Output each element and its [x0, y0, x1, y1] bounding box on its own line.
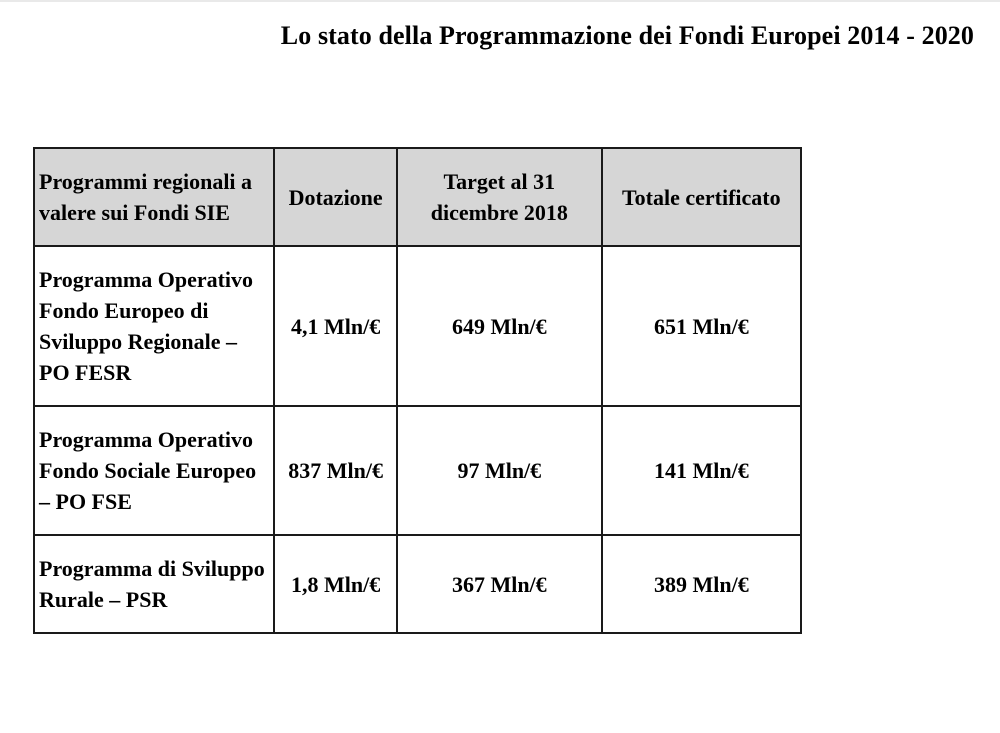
funds-table	[33, 147, 802, 634]
header-programs: Programmi regionali a valere sui Fondi SIE	[34, 148, 274, 246]
program-name: Programma Operativo Fondo Sociale Europeo – PO FSE	[34, 406, 274, 535]
header-allocation: Dotazione	[274, 148, 397, 246]
table-row	[34, 246, 801, 406]
allocation-cell: 1,8 Mln/€	[274, 535, 397, 633]
header-certified: Totale certificato	[602, 148, 801, 246]
table-row	[34, 406, 801, 535]
target-cell: 367 Mln/€	[397, 535, 602, 633]
table-header-row	[34, 148, 801, 246]
program-name: Programma di Sviluppo Rurale – PSR	[34, 535, 274, 633]
target-cell: 97 Mln/€	[397, 406, 602, 535]
certified-cell: 389 Mln/€	[602, 535, 801, 633]
allocation-cell: 837 Mln/€	[274, 406, 397, 535]
table-row	[34, 535, 801, 633]
certified-cell: 651 Mln/€	[602, 246, 801, 406]
program-name: Programma Operativo Fondo Europeo di Sviluppo Regionale – PO FESR	[34, 246, 274, 406]
top-divider	[0, 0, 1000, 2]
certified-cell: 141 Mln/€	[602, 406, 801, 535]
allocation-cell: 4,1 Mln/€	[274, 246, 397, 406]
header-target: Target al 31 dicembre 2018	[397, 148, 602, 246]
page-title: Lo stato della Programmazione dei Fondi Europei 2014 - 2020	[280, 21, 974, 50]
target-cell: 649 Mln/€	[397, 246, 602, 406]
